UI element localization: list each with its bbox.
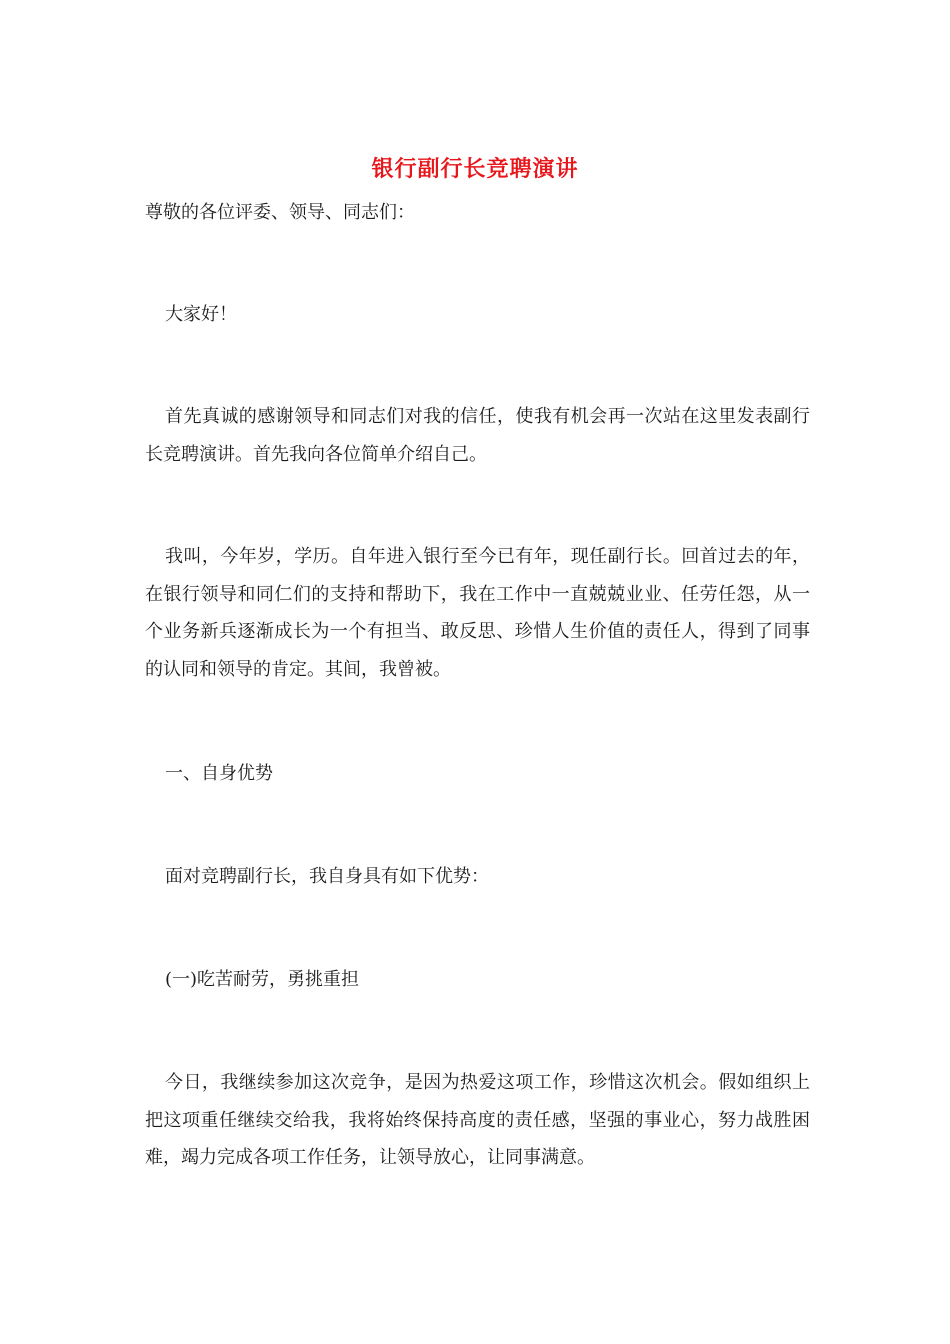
paragraph-advantages-intro: 面对竞聘副行长，我自身具有如下优势：: [165, 866, 489, 887]
salutation: 尊敬的各位评委、领导、同志们：: [145, 202, 415, 223]
paragraph-greeting: 大家好！: [165, 304, 237, 325]
paragraph-thanks: 首先真诚的感谢领导和同志们对我的信任，使我有机会再一次站在这里发表副行长竞聘演讲。首先我向各位简单介绍自己。: [145, 406, 810, 465]
document-title: 银行副行长竞聘演讲: [371, 156, 579, 182]
subheading-hardworking: (一)吃苦耐劳，勇挑重担: [165, 969, 360, 990]
paragraph-self-introduction: 我叫，今年岁，学历。自年进入银行至今已有年，现任副行长。回首过去的年，在银行领导和同仁们的支持和帮助下，我在工作中一直兢兢业业、任劳任怨，从一个业务新兵逐渐成长为一个有担当、敢反思、珍惜人生价值的责任人，得到了同事的认同和领导的肯定。其间，我曾被。: [145, 546, 810, 680]
section-heading-advantages: 一、自身优势: [165, 763, 273, 784]
paragraph-commitment: 今日，我继续参加这次竞争，是因为热爱这项工作，珍惜这次机会。假如组织上把这项重任继续交给我，我将始终保持高度的责任感，坚强的事业心，努力战胜困难，竭力完成各项工作任务，让领导放心，让同事满意。: [145, 1072, 810, 1168]
